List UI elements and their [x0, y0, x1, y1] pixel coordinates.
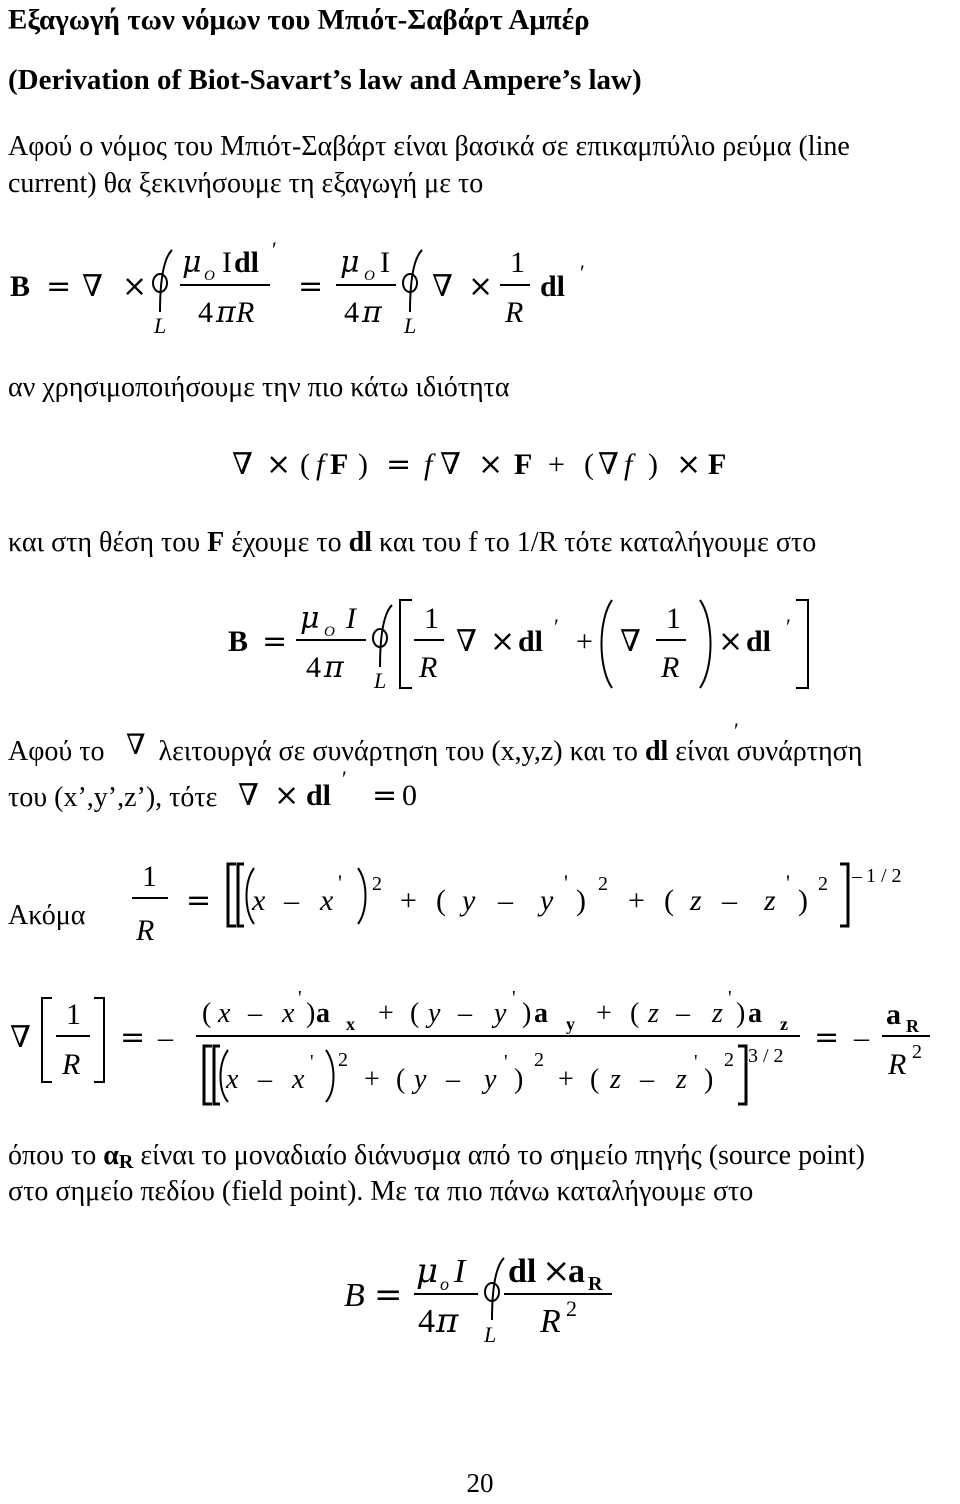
svg-text:∇: ∇ [432, 269, 453, 304]
svg-text:π: π [324, 650, 344, 685]
svg-text:O: O [364, 268, 375, 284]
svg-text:2: 2 [372, 873, 382, 895]
svg-text:′: ′ [554, 614, 559, 639]
svg-text:=: = [374, 1275, 403, 1315]
svg-text:o: o [440, 1274, 449, 1294]
svg-text:L: L [154, 313, 167, 338]
svg-text:): ) [514, 1064, 524, 1095]
svg-text:z: z [610, 1064, 621, 1095]
svg-text:+: + [558, 1064, 574, 1095]
unit-vector-text-line-2: στο σημείο πεδίου (field point). Με τα πιο πάνω καταλήγουμε στο [8, 1176, 754, 1207]
svg-text:1: 1 [66, 998, 81, 1031]
svg-text:–: – [676, 998, 690, 1029]
svg-text:(: ( [590, 1064, 600, 1095]
svg-text:×: × [478, 447, 504, 482]
svg-text:×: × [542, 1251, 571, 1291]
svg-text:∇: ∇ [456, 624, 477, 659]
svg-text:×: × [490, 624, 516, 659]
svg-text:y: y [428, 998, 441, 1029]
svg-text:2: 2 [818, 873, 828, 895]
svg-text:y: y [484, 1064, 497, 1095]
svg-text:x: x [292, 1064, 305, 1095]
svg-text:′: ′ [272, 237, 277, 262]
svg-text:×: × [676, 447, 702, 482]
svg-text:dl: dl [508, 1253, 537, 1290]
akoma-label: Ακόμα [8, 900, 86, 931]
svg-text:π: π [362, 295, 382, 330]
svg-text:I: I [454, 1253, 466, 1290]
svg-text:∇: ∇ [238, 778, 259, 813]
svg-text:=: = [386, 447, 412, 482]
svg-text:L: L [404, 313, 417, 338]
svg-text:(: ( [396, 1064, 406, 1095]
svg-text:1: 1 [510, 246, 525, 279]
svg-text:dl: dl [746, 625, 772, 658]
svg-text:∇: ∇ [232, 447, 253, 482]
svg-text:z: z [648, 998, 659, 1029]
svg-text:y: y [566, 1014, 575, 1034]
identity-intro: αν χρησιμοποιήσουμε την πιο κάτω ιδιότητα [8, 372, 510, 403]
svg-text:+: + [364, 1064, 380, 1095]
svg-text:1 / 2: 1 / 2 [866, 865, 902, 887]
svg-text:=: = [262, 624, 288, 659]
svg-text:R: R [588, 1273, 603, 1295]
svg-text:I: I [346, 602, 356, 635]
svg-text:x: x [218, 998, 231, 1029]
svg-text:f: f [316, 448, 325, 481]
svg-text:): ) [522, 998, 532, 1029]
svg-text:z: z [690, 884, 702, 917]
svg-text:B: B [10, 270, 31, 303]
equation-B-expanded [228, 600, 808, 693]
svg-text:f: f [424, 448, 433, 481]
svg-text:2: 2 [912, 1041, 922, 1063]
svg-text:R: R [419, 651, 438, 684]
svg-text:': ' [694, 1051, 698, 1073]
svg-text:B: B [344, 1277, 365, 1314]
svg-text:′: ′ [342, 766, 347, 791]
svg-text:(: ( [584, 448, 594, 481]
svg-text:π: π [216, 295, 236, 330]
svg-text:–: – [446, 1064, 460, 1095]
svg-text:π: π [436, 1301, 459, 1341]
nabla-text-line-1: Αφού το λειτουργά σε συνάρτηση του (x,y,z) και το dl είναι συνάρτηση [8, 736, 863, 767]
inline-nabla-symbol [126, 718, 739, 761]
svg-text:I: I [380, 246, 390, 279]
svg-text:′: ′ [580, 260, 585, 285]
svg-text:+: + [548, 448, 565, 481]
svg-text:R: R [236, 296, 255, 329]
svg-text:×: × [718, 624, 744, 659]
svg-text:R: R [540, 1303, 561, 1340]
svg-text:+: + [576, 625, 593, 658]
svg-text:R: R [505, 296, 524, 329]
svg-text:+: + [400, 884, 417, 917]
svg-text:a: a [316, 998, 330, 1029]
title-greek: Εξαγωγή των νόμων του Μπιότ-Σαβάρτ Αμπέρ [8, 4, 590, 36]
svg-text:y: y [414, 1064, 427, 1095]
svg-text:(: ( [630, 998, 640, 1029]
svg-text:4: 4 [306, 651, 321, 684]
svg-text:F: F [708, 448, 727, 481]
svg-text:3 / 2: 3 / 2 [748, 1045, 784, 1067]
svg-text:): ) [648, 448, 658, 481]
svg-text:μ: μ [182, 245, 202, 280]
svg-text:μ: μ [416, 1251, 439, 1291]
svg-text:μ: μ [300, 601, 320, 636]
intro-line-1: Αφού ο νόμος του Μπιότ-Σαβάρτ είναι βασικά σε επικαμπύλιο ρεύμα (line [8, 131, 850, 162]
equation-curl-identity [232, 447, 726, 482]
intro-line-2: current) θα ξεκινήσουμε τη εξαγωγή με το [8, 168, 484, 199]
svg-text:): ) [704, 1064, 714, 1095]
svg-text:R: R [888, 1048, 907, 1081]
svg-text:': ' [310, 1051, 314, 1073]
svg-text:': ' [728, 987, 732, 1009]
svg-text:I: I [222, 246, 232, 279]
svg-text:=: = [46, 269, 72, 304]
svg-text:×: × [122, 269, 148, 304]
svg-text:2: 2 [534, 1049, 544, 1071]
svg-text:2: 2 [724, 1049, 734, 1071]
svg-text:+: + [596, 998, 612, 1029]
svg-text:x: x [346, 1014, 355, 1034]
page-number: 20 [466, 1468, 494, 1498]
equation-curl-dl-zero [238, 766, 417, 813]
svg-text:): ) [306, 998, 316, 1029]
svg-text:(: ( [436, 884, 446, 917]
svg-text:4: 4 [418, 1303, 435, 1340]
svg-text:dl: dl [306, 779, 332, 812]
substitution-text: και στη θέση του F έχουμε το dl και του f το 1/R τότε καταλήγουμε στο [8, 527, 817, 558]
svg-text:–: – [458, 998, 472, 1029]
svg-text:dl: dl [540, 270, 566, 303]
svg-text:y: y [462, 884, 476, 917]
equation-biot-savart-final [344, 1251, 612, 1347]
svg-text:L: L [374, 668, 387, 693]
svg-text:×: × [266, 447, 292, 482]
svg-text:–: – [248, 998, 262, 1029]
svg-text:R: R [661, 651, 680, 684]
svg-text:∇: ∇ [598, 447, 619, 482]
svg-text:): ) [576, 884, 586, 917]
svg-text:(: ( [202, 998, 212, 1029]
svg-text:a: a [748, 998, 762, 1029]
svg-text:': ' [564, 870, 568, 895]
svg-text:': ' [338, 870, 342, 895]
svg-text:0: 0 [402, 779, 417, 812]
svg-text:z: z [780, 1014, 788, 1034]
svg-text:B: B [228, 625, 249, 658]
svg-text:–: – [498, 884, 513, 917]
svg-text:': ' [504, 1051, 508, 1073]
svg-text:2: 2 [338, 1049, 348, 1071]
equation-gradient-one-over-R [10, 987, 930, 1104]
unit-vector-text-line-1: όπου το αR είναι το μοναδιαίο διάνυσμα από το σημείο πηγής (source point) [8, 1140, 865, 1173]
svg-text:4: 4 [198, 296, 213, 329]
svg-text:z: z [676, 1064, 687, 1095]
svg-text:(: ( [664, 884, 674, 917]
equation-one-over-R [132, 860, 902, 947]
svg-text:′: ′ [734, 718, 739, 743]
svg-text:=: = [186, 883, 212, 918]
svg-text:dl: dl [234, 246, 260, 279]
svg-text:–: – [852, 865, 862, 887]
svg-text:=: = [814, 1020, 840, 1055]
svg-text:2: 2 [566, 1296, 577, 1321]
svg-text:O: O [204, 268, 215, 284]
svg-text:4: 4 [344, 296, 359, 329]
svg-text:×: × [468, 269, 494, 304]
svg-text:–: – [158, 1021, 173, 1054]
svg-text:=: = [298, 269, 324, 304]
svg-text:x: x [282, 998, 295, 1029]
svg-text:′: ′ [786, 614, 791, 639]
svg-text:dl: dl [518, 625, 544, 658]
svg-text:+: + [628, 884, 645, 917]
svg-text:–: – [854, 1021, 869, 1054]
svg-text:): ) [358, 448, 368, 481]
svg-text:': ' [786, 870, 790, 895]
svg-text:–: – [258, 1064, 272, 1095]
equation-biot-savart-curl [10, 237, 585, 338]
svg-text:1: 1 [142, 860, 157, 893]
svg-text:): ) [736, 998, 746, 1029]
svg-text:z: z [712, 998, 723, 1029]
svg-text:z: z [764, 884, 776, 917]
svg-text:f: f [624, 448, 633, 481]
svg-text:∇: ∇ [440, 447, 461, 482]
svg-text:μ: μ [340, 245, 360, 280]
svg-text:x: x [320, 884, 334, 917]
svg-text:': ' [298, 987, 302, 1009]
svg-text:1: 1 [424, 602, 439, 635]
svg-text:–: – [722, 884, 737, 917]
svg-text:a: a [886, 998, 901, 1031]
svg-text:=: = [120, 1020, 146, 1055]
svg-text:R: R [62, 1048, 81, 1081]
svg-text:–: – [284, 884, 299, 917]
svg-text:a: a [534, 998, 548, 1029]
svg-text:(: ( [300, 448, 310, 481]
svg-text:F: F [330, 448, 349, 481]
svg-text:×: × [274, 778, 300, 813]
svg-text:2: 2 [598, 873, 608, 895]
svg-text:y: y [494, 998, 507, 1029]
svg-text:+: + [378, 998, 394, 1029]
svg-text:L: L [484, 1322, 497, 1347]
svg-text:y: y [540, 884, 554, 917]
svg-text:R: R [906, 1016, 919, 1036]
svg-text:F: F [514, 448, 533, 481]
svg-text:R: R [136, 914, 155, 947]
svg-text:–: – [640, 1064, 654, 1095]
svg-text:a: a [568, 1253, 585, 1290]
svg-text:): ) [798, 884, 808, 917]
svg-text:=: = [372, 778, 398, 813]
svg-text:∇: ∇ [620, 624, 641, 659]
svg-text:x: x [252, 884, 266, 917]
title-english: (Derivation of Biot-Savart’s law and Ampere’s law) [8, 64, 642, 96]
svg-text:∇: ∇ [10, 1020, 31, 1055]
svg-text:1: 1 [666, 602, 681, 635]
svg-text:x: x [226, 1064, 239, 1095]
nabla-text-line-2: του (x’,y’,z’), τότε [8, 782, 218, 813]
svg-text:': ' [512, 987, 516, 1009]
svg-text:(: ( [410, 998, 420, 1029]
svg-text:O: O [324, 624, 335, 640]
svg-text:∇: ∇ [82, 269, 103, 304]
svg-text:∇: ∇ [126, 728, 146, 761]
